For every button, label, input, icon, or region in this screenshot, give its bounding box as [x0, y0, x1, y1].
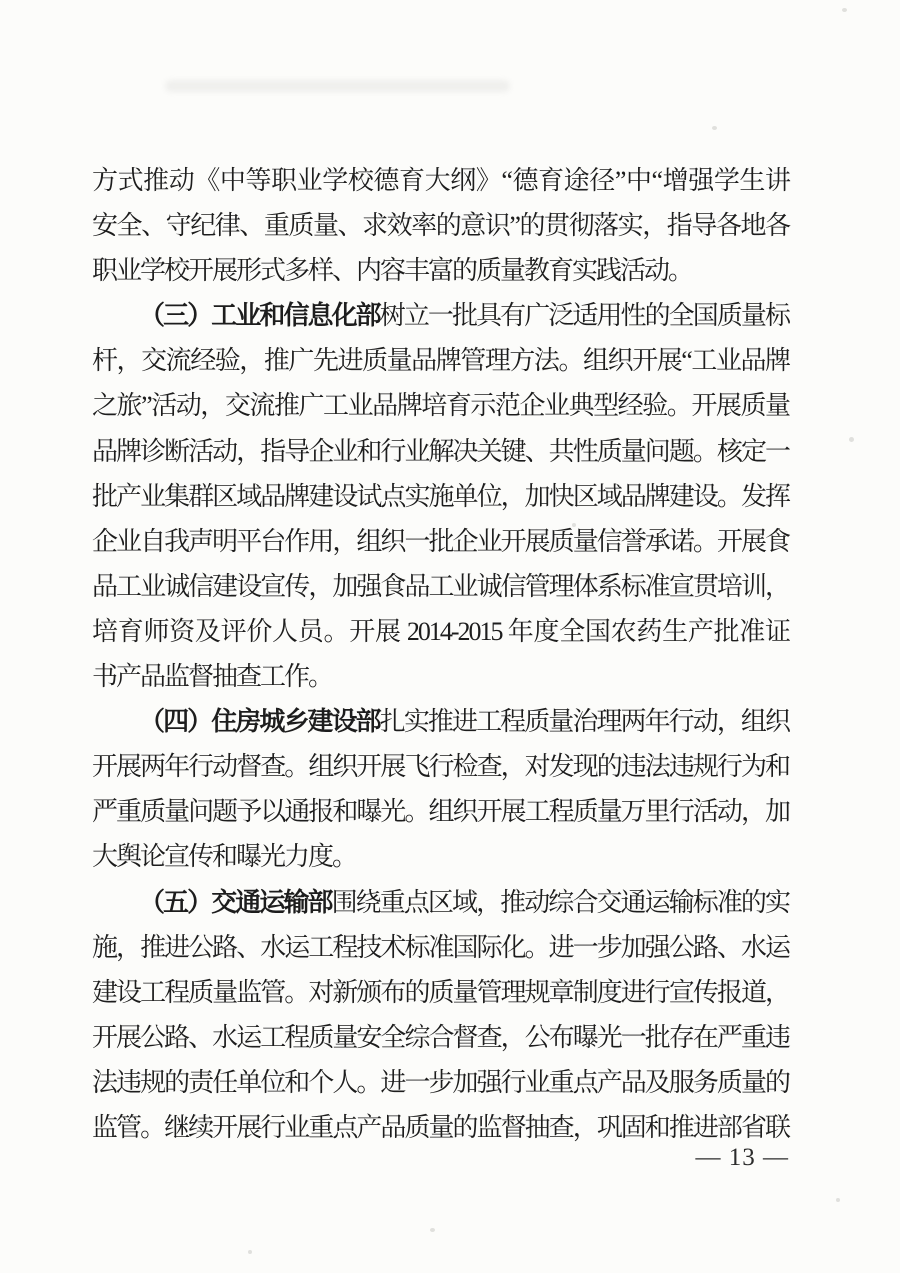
text-line — [92, 429, 789, 474]
text-line — [92, 789, 789, 834]
text-line — [92, 383, 789, 428]
scan-speck — [712, 126, 717, 130]
text-line — [92, 744, 789, 789]
body-text: 职业学校开展形式多样、内容丰富的质量教育实践活动。 — [92, 256, 693, 286]
scan-smudge — [165, 80, 510, 92]
body-text: 方式推动《中等职业学校德育大纲》“德育途径”中“增强学生讲 — [92, 166, 789, 195]
scan-speck — [430, 1228, 435, 1232]
scan-speck — [836, 1198, 840, 1202]
text-line — [92, 654, 789, 699]
body-text: 品工业诚信建设宣传，加强食品工业诚信管理体系标准宣贯培训， — [92, 571, 789, 601]
text-line — [92, 293, 789, 338]
text-line — [92, 203, 789, 248]
body-text: 施，推进公路、水运工程技术标准国际化。进一步加强公路、水运 — [92, 932, 789, 962]
text-line — [92, 519, 789, 564]
body-text: 安全、守纪律、重质量、求效率的意识”的贯彻落实，指导各地各 — [92, 211, 789, 241]
body-text: 书产品监督抽查工作。 — [92, 662, 333, 692]
scan-speck — [842, 8, 847, 12]
text-line — [92, 834, 789, 879]
body-text: 品牌诊断活动，指导企业和行业解决关键、共性质量问题。核定一 — [92, 436, 789, 466]
body-text: 法违规的责任单位和个人。进一步加强行业重点产品及服务质量的 — [92, 1067, 789, 1097]
body-text: 扎实推进工程质量治理两年行动，组织 — [379, 707, 789, 737]
scan-speck — [248, 1250, 252, 1254]
text-line — [92, 1015, 789, 1060]
body-text: 严重质量问题予以通报和曝光。组织开展工程质量万里行活动，加 — [92, 797, 789, 827]
body-text: 开展两年行动督查。组织开展飞行检查，对发现的违法违规行为和 — [92, 752, 789, 782]
text-line — [92, 338, 789, 383]
ministry-heading: （五）交通运输部 — [139, 887, 332, 917]
body-text: 杆，交流经验，推广先进质量品牌管理方法。组织开展“工业品牌 — [92, 346, 789, 376]
text-line — [92, 248, 789, 293]
body-text: 大舆论宣传和曝光力度。 — [92, 842, 357, 872]
body-text: 建设工程质量监管。对新颁布的质量管理规章制度进行宣传报道， — [92, 977, 789, 1007]
body-text: 之旅”活动，交流推广工业品牌培育示范企业典型经验。开展质量 — [92, 391, 789, 421]
ministry-heading: （三）工业和信息化部 — [139, 301, 380, 331]
body-text: 树立一批具有广泛适用性的全国质量标 — [379, 301, 789, 331]
body-text: 监管。继续开展行业重点产品质量的监督抽查，巩固和推进部省联 — [92, 1112, 789, 1142]
ministry-heading: （四）住房城乡建设部 — [139, 707, 380, 737]
text-line — [92, 1060, 789, 1105]
text-line — [92, 880, 789, 925]
body-text: 围绕重点区域，推动综合交通运输标准的实 — [331, 887, 789, 917]
text-line — [92, 925, 789, 970]
text-line — [92, 699, 789, 744]
scan-speck — [849, 437, 854, 442]
text-line — [92, 474, 789, 519]
body-text: 企业自我声明平台作用，组织一批企业开展质量信誉承诺。开展食 — [92, 526, 789, 556]
text-line — [92, 970, 789, 1015]
text-line — [92, 609, 789, 654]
document-body — [92, 158, 789, 1150]
body-text: 培育师资及评价人员。开展 2014-2015 年度全国农药生产批准证 — [92, 616, 789, 646]
page-number: — 13 — — [695, 1144, 789, 1171]
body-text: 批产业集群区域品牌建设试点实施单位，加快区域品牌建设。发挥 — [92, 481, 789, 511]
text-line — [92, 564, 789, 609]
text-line — [92, 158, 789, 203]
body-text: 开展公路、水运工程质量安全综合督查，公布曝光一批存在严重违 — [92, 1022, 789, 1052]
